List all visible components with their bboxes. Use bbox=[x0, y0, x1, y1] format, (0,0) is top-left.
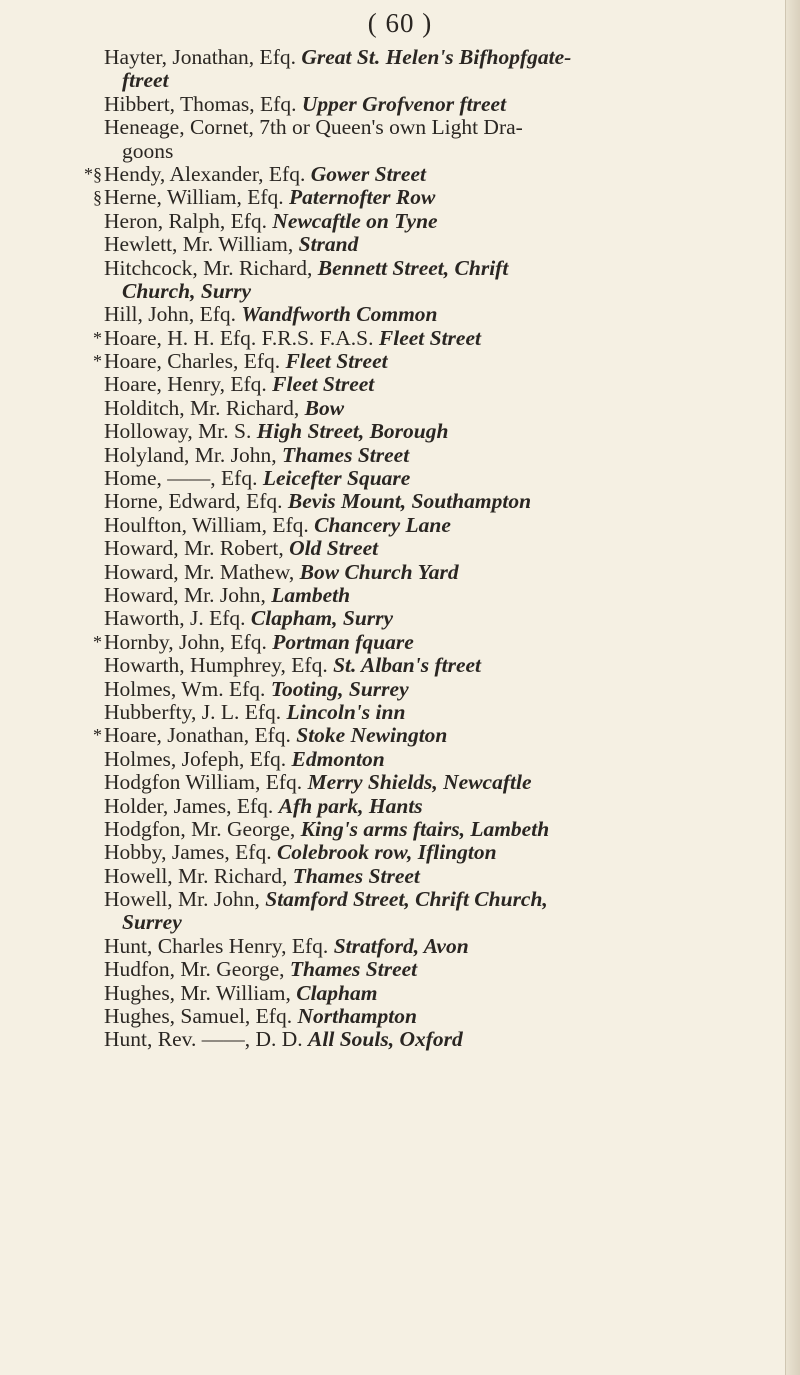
subscriber-mark: * bbox=[93, 631, 102, 652]
subscriber-name: Howell, Mr. Richard, bbox=[104, 863, 293, 888]
subscriber-name: Hobby, James, Efq. bbox=[104, 840, 277, 865]
subscriber-address: Fleet Street bbox=[272, 372, 375, 397]
subscriber-address: ftreet bbox=[122, 68, 169, 93]
subscriber-address: King's arms ftairs, Lambeth bbox=[300, 816, 550, 841]
subscriber-address: Edmonton bbox=[291, 746, 385, 771]
subscriber-address: Strand bbox=[298, 232, 359, 257]
subscriber-name: Home, ——, Efq. bbox=[104, 466, 263, 491]
subscriber-address: Northampton bbox=[297, 1004, 417, 1029]
subscriber-mark: *§ bbox=[84, 163, 102, 184]
subscriber-name: Horne, Edward, Efq. bbox=[104, 489, 288, 514]
subscriber-name: Hudfon, Mr. George, bbox=[104, 957, 290, 982]
subscriber-name: Hitchcock, Mr. Richard, bbox=[104, 255, 318, 280]
subscriber-address: Colebrook row, Iflington bbox=[276, 840, 497, 865]
subscriber-name: Howard, Mr. John, bbox=[104, 582, 272, 607]
list-item bbox=[0, 397, 760, 420]
list-item bbox=[0, 607, 760, 630]
subscriber-name: Hubberfty, J. L. Efq. bbox=[104, 699, 287, 724]
subscriber-name: Holmes, Wm. Efq. bbox=[104, 676, 271, 701]
subscriber-name: Howard, Mr. Mathew, bbox=[104, 559, 300, 584]
subscriber-name: Hoare, H. H. Efq. F.R.S. F.A.S. bbox=[104, 325, 379, 350]
list-item bbox=[0, 584, 760, 607]
subscriber-name: Hoare, Jonathan, Efq. bbox=[104, 723, 297, 748]
subscriber-address: All Souls, Oxford bbox=[308, 1027, 463, 1052]
list-item bbox=[0, 420, 760, 443]
list-item bbox=[0, 350, 760, 373]
subscriber-address: Stamford Street, Chrift Church, bbox=[265, 887, 548, 912]
list-item bbox=[0, 116, 760, 139]
list-item bbox=[0, 771, 760, 794]
list-item bbox=[0, 257, 760, 280]
subscriber-name: Hughes, Samuel, Efq. bbox=[104, 1004, 298, 1029]
subscriber-name: Hughes, Mr. William, bbox=[104, 980, 297, 1005]
subscriber-address: Thames Street bbox=[281, 442, 410, 467]
subscriber-name: Howell, Mr. John, bbox=[104, 887, 266, 912]
list-item bbox=[0, 514, 760, 537]
subscriber-address: Lambeth bbox=[271, 582, 351, 607]
subscriber-address: Newcaftle on Tyne bbox=[272, 208, 438, 233]
list-item bbox=[0, 210, 760, 233]
subscriber-name: Heron, Ralph, Efq. bbox=[104, 208, 273, 233]
list-item bbox=[0, 561, 760, 584]
list-item bbox=[0, 678, 760, 701]
list-item bbox=[0, 1028, 760, 1051]
subscriber-name: Holmes, Jofeph, Efq. bbox=[104, 746, 292, 771]
subscriber-name: goons bbox=[122, 138, 174, 163]
subscriber-name: Hunt, Charles Henry, Efq. bbox=[104, 933, 334, 958]
list-item bbox=[0, 186, 760, 209]
list-item-continuation bbox=[0, 911, 760, 934]
subscriber-list bbox=[0, 46, 760, 1052]
subscriber-name: Hunt, Rev. ——, D. D. bbox=[104, 1027, 309, 1052]
list-item bbox=[0, 631, 760, 654]
subscriber-name: Hornby, John, Efq. bbox=[104, 629, 273, 654]
list-item bbox=[0, 654, 760, 677]
subscriber-address: Fleet Street bbox=[378, 325, 481, 350]
list-item-continuation bbox=[0, 69, 760, 92]
subscriber-address: Portman fquare bbox=[272, 629, 414, 654]
subscriber-address: Bow Church Yard bbox=[299, 559, 459, 584]
subscriber-name: Howarth, Humphrey, Efq. bbox=[104, 653, 334, 678]
subscriber-name: Hewlett, Mr. William, bbox=[104, 232, 299, 257]
list-item-continuation bbox=[0, 140, 760, 163]
list-item bbox=[0, 303, 760, 326]
subscriber-address: Gower Street bbox=[310, 161, 426, 186]
list-item bbox=[0, 46, 760, 69]
subscriber-address: Bow bbox=[304, 395, 345, 420]
list-item bbox=[0, 373, 760, 396]
subscriber-name: Holloway, Mr. S. bbox=[104, 419, 257, 444]
subscriber-address: Afh park, Hants bbox=[278, 793, 423, 818]
subscriber-address: Leicefter Square bbox=[262, 466, 411, 491]
list-item bbox=[0, 490, 760, 513]
subscriber-name: Hayter, Jonathan, Efq. bbox=[104, 45, 302, 69]
list-item bbox=[0, 748, 760, 771]
subscriber-address: Bevis Mount, Southampton bbox=[287, 489, 532, 514]
subscriber-address: Surrey bbox=[122, 910, 182, 935]
subscriber-address: Thames Street bbox=[292, 863, 420, 888]
subscriber-name: Holditch, Mr. Richard, bbox=[104, 395, 305, 420]
subscriber-address: Thames Street bbox=[289, 957, 418, 982]
list-item bbox=[0, 888, 760, 911]
subscriber-name: Hodgfon, Mr. George, bbox=[104, 816, 301, 841]
subscriber-address: Paternofter Row bbox=[289, 185, 436, 210]
subscriber-address: Stratford, Avon bbox=[333, 933, 469, 958]
subscriber-name: Hoare, Henry, Efq. bbox=[104, 372, 273, 397]
list-item bbox=[0, 233, 760, 256]
subscriber-name: Hill, John, Efq. bbox=[104, 302, 242, 327]
list-item bbox=[0, 958, 760, 981]
list-item-continuation bbox=[0, 280, 760, 303]
subscriber-address: Church, Surry bbox=[122, 278, 252, 303]
subscriber-mark: * bbox=[93, 351, 102, 372]
subscriber-address: Chancery Lane bbox=[314, 512, 451, 537]
subscriber-name: Hendy, Alexander, Efq. bbox=[104, 161, 311, 186]
subscriber-address: Lincoln's inn bbox=[286, 699, 406, 724]
list-item bbox=[0, 537, 760, 560]
subscriber-name: Howard, Mr. Robert, bbox=[104, 536, 290, 561]
subscriber-mark: * bbox=[93, 327, 102, 348]
subscriber-mark: § bbox=[93, 187, 102, 208]
list-item bbox=[0, 982, 760, 1005]
subscriber-address: Bennett Street, Chrift bbox=[317, 255, 509, 280]
subscriber-address: Tooting, Surrey bbox=[270, 676, 409, 701]
subscriber-address: Clapham bbox=[296, 980, 378, 1005]
list-item bbox=[0, 818, 760, 841]
subscriber-address: St. Alban's ftreet bbox=[333, 653, 482, 678]
subscriber-name: Herne, William, Efq. bbox=[104, 185, 290, 210]
subscriber-address: Wandfworth Common bbox=[241, 302, 438, 327]
subscriber-name: Holder, James, Efq. bbox=[104, 793, 279, 818]
list-item bbox=[0, 724, 760, 747]
list-item bbox=[0, 1005, 760, 1028]
subscriber-address: Great St. Helen's Bifhopfgate- bbox=[301, 45, 572, 69]
subscriber-name: Hibbert, Thomas, Efq. bbox=[104, 91, 302, 116]
list-item bbox=[0, 467, 760, 490]
subscriber-address: High Street, Borough bbox=[256, 419, 449, 444]
subscriber-name: Heneage, Cornet, 7th or Queen's own Light Dra- bbox=[104, 115, 523, 140]
subscriber-address: Stoke Newington bbox=[296, 723, 448, 748]
subscriber-address: Upper Grofvenor ftreet bbox=[301, 91, 507, 116]
page-number: ( 60 ) bbox=[367, 8, 433, 38]
list-item bbox=[0, 865, 760, 888]
subscriber-address: Fleet Street bbox=[285, 349, 388, 374]
subscriber-name: Hodgfon William, Efq. bbox=[104, 770, 308, 795]
list-item bbox=[0, 163, 760, 186]
list-item bbox=[0, 444, 760, 467]
subscriber-name: Hoare, Charles, Efq. bbox=[104, 349, 286, 374]
subscriber-name: Houlfton, William, Efq. bbox=[104, 512, 315, 537]
list-item bbox=[0, 327, 760, 350]
list-item bbox=[0, 935, 760, 958]
subscriber-name: Holyland, Mr. John, bbox=[104, 442, 282, 467]
subscriber-address: Merry Shields, Newcaftle bbox=[307, 770, 532, 795]
list-item bbox=[0, 701, 760, 724]
subscriber-name: Haworth, J. Efq. bbox=[104, 606, 251, 631]
list-item bbox=[0, 841, 760, 864]
list-item bbox=[0, 795, 760, 818]
subscriber-address: Clapham, Surry bbox=[250, 606, 394, 631]
subscriber-mark: * bbox=[93, 725, 102, 746]
page-edge bbox=[785, 0, 800, 1375]
list-item bbox=[0, 93, 760, 116]
subscriber-address: Old Street bbox=[289, 536, 379, 561]
